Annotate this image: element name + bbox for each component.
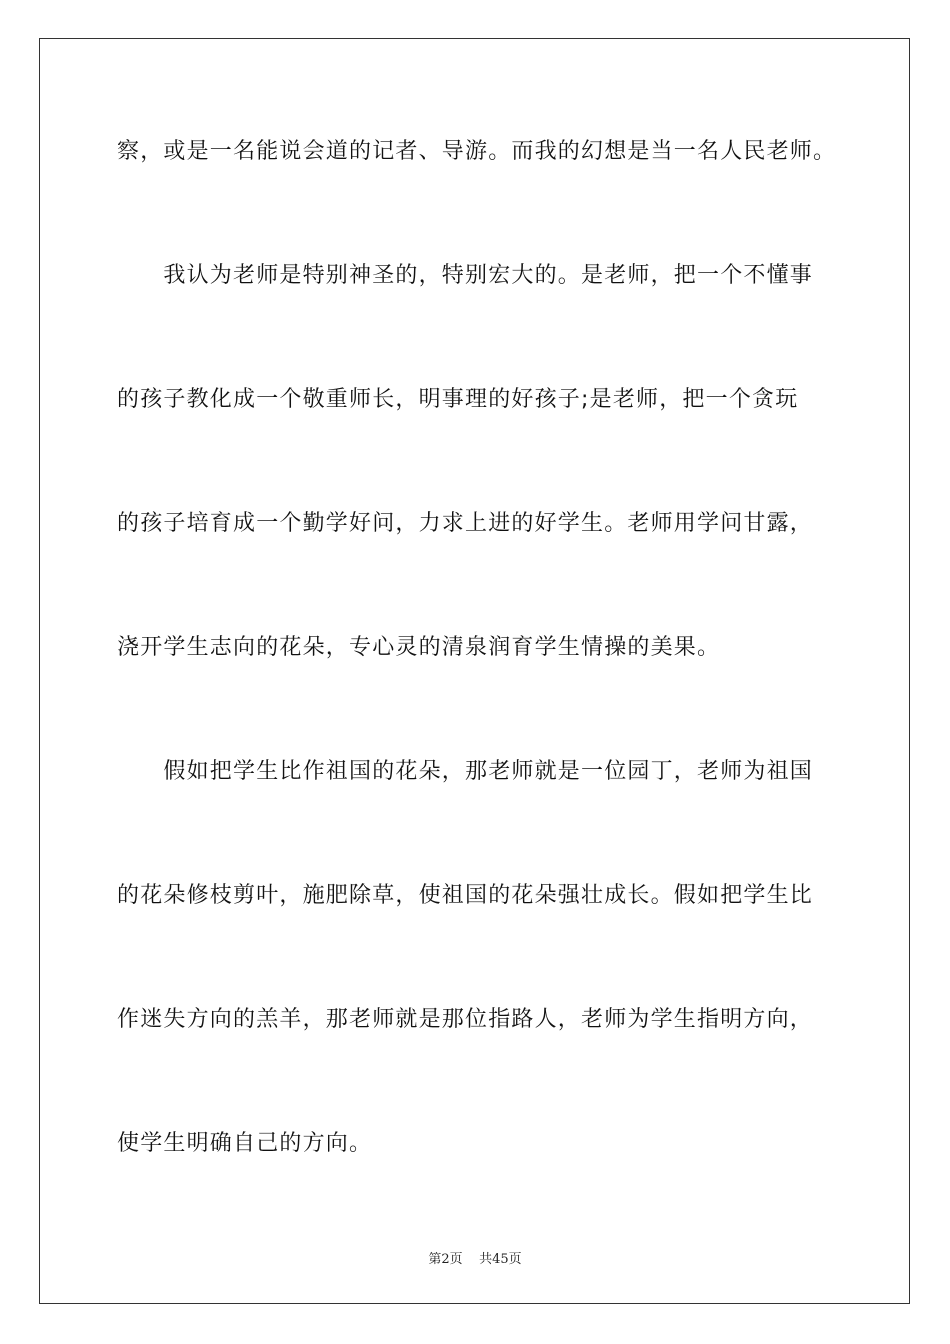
page-border [39,38,910,1304]
text-line: 作迷失方向的羔羊，那老师就是那位指路人，老师为学生指明方向， [117,1007,814,1032]
text-line: 我认为老师是特别神圣的，特别宏大的。是老师，把一个不懂事 [117,263,814,288]
text-line: 浇开学生志向的花朵，专心灵的清泉润育学生情操的美果。 [117,635,721,660]
text-line: 的孩子培育成一个勤学好问，力求上进的好学生。老师用学问甘露， [117,511,814,536]
page-footer [0,1248,950,1267]
text-line: 的孩子教化成一个敬重师长，明事理的好孩子;是老师，把一个贪玩 [117,387,799,412]
text-line: 假如把学生比作祖国的花朵，那老师就是一位园丁，老师为祖国 [117,759,814,784]
text-line: 使学生明确自己的方向。 [117,1131,373,1156]
footer-spacer [463,1252,480,1267]
page-number: 第2页 [428,1252,463,1267]
text-line: 察，或是一名能说会道的记者、导游。而我的幻想是当一名人民老师。 [117,139,837,164]
page-total: 共45页 [479,1252,522,1267]
text-line: 的花朵修枝剪叶，施肥除草，使祖国的花朵强壮成长。假如把学生比 [117,883,814,908]
